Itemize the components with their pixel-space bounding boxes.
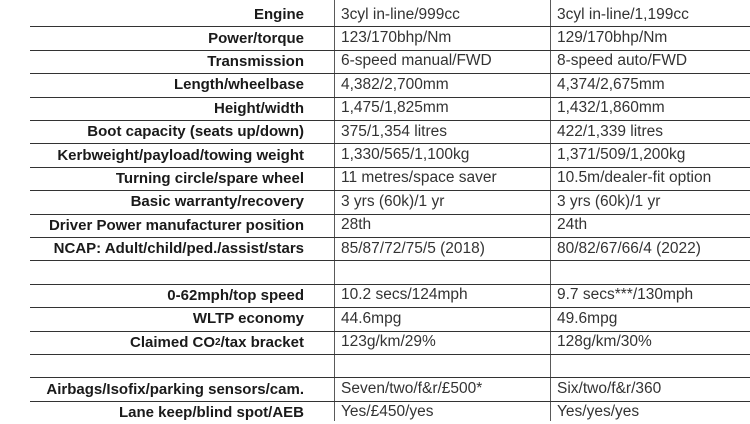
- car-2-value: Six/two/f&r/360: [557, 380, 662, 398]
- car-1-value: 85/87/72/75/5 (2018): [341, 239, 485, 257]
- spec-label: Power/torque: [208, 29, 304, 47]
- car-1-value: 44.6mpg: [341, 309, 402, 327]
- spec-label: Transmission: [207, 52, 304, 70]
- table-row: [0, 26, 750, 49]
- spec-label: WLTP economy: [192, 310, 304, 328]
- spacer-row: [0, 260, 750, 283]
- car-1-value: 3cyl in-line/999cc: [341, 5, 460, 23]
- spec-label: [20, 331, 304, 354]
- table-row: [0, 377, 750, 400]
- car-2-value: 129/170bhp/Nm: [557, 29, 668, 47]
- car-1-value: 11 metres/space saver: [341, 169, 497, 187]
- car-1-value: 123g/km/29%: [341, 333, 436, 351]
- table-row: [0, 167, 750, 190]
- car-1-value: 1,330/565/1,100kg: [341, 146, 470, 164]
- table-row: [0, 214, 750, 237]
- table-row: [0, 97, 750, 120]
- car-2-value: 8-speed auto/FWD: [557, 52, 688, 70]
- spec-label: NCAP: Adult/child/ped./assist/stars: [53, 240, 304, 258]
- car-1-value: [341, 354, 546, 377]
- car-1-value: [341, 260, 546, 283]
- car-1-value: 6-speed manual/FWD: [341, 52, 492, 70]
- car-2-value: 1,371/509/1,200kg: [557, 146, 686, 164]
- table-row: [0, 120, 750, 143]
- spec-label: Engine: [253, 6, 304, 24]
- car-2-value: 49.6mpg: [557, 309, 618, 327]
- spec-label: Lane keep/blind spot/AEB: [118, 403, 304, 421]
- co2-label-prefix: Claimed CO: [130, 333, 216, 351]
- car-2-value: 4,374/2,675mm: [557, 75, 665, 93]
- table-row: [0, 73, 750, 96]
- car-2-value: 24th: [557, 216, 588, 234]
- table-row: [0, 331, 750, 354]
- car-2-value: 3 yrs (60k)/1 yr: [557, 192, 661, 210]
- spec-label: Driver Power manufacturer position: [48, 216, 304, 234]
- car-1-value: 28th: [341, 216, 372, 234]
- spec-label: Basic warranty/recovery: [130, 193, 304, 211]
- table-row: [0, 190, 750, 213]
- spec-label: Length/wheelbase: [173, 76, 304, 94]
- car-2-value: Yes/yes/yes: [557, 403, 640, 421]
- spec-label: 0-62mph/top speed: [167, 286, 304, 304]
- table-row: [0, 284, 750, 307]
- car-2-value: 3cyl in-line/1,199cc: [557, 5, 689, 23]
- car-2-value: 422/1,339 litres: [557, 122, 663, 140]
- table-row: [0, 143, 750, 166]
- table-row: [0, 237, 750, 260]
- car-1-value: 10.2 secs/124mph: [341, 286, 468, 304]
- spec-label: [20, 260, 304, 283]
- car-1-value: 375/1,354 litres: [341, 122, 447, 140]
- car-2-value: 80/82/67/66/4 (2022): [557, 239, 701, 257]
- spec-label: Boot capacity (seats up/down): [87, 123, 304, 141]
- spec-label: [20, 354, 304, 377]
- car-2-value: [557, 260, 745, 283]
- co2-label-suffix: /tax bracket: [220, 333, 304, 351]
- car-1-value: 123/170bhp/Nm: [341, 29, 452, 47]
- car-1-value: Seven/two/f&r/£500*: [341, 380, 483, 398]
- car-2-value: 1,432/1,860mm: [557, 99, 665, 117]
- spec-label: Turning circle/spare wheel: [115, 169, 304, 187]
- car-2-value: 128g/km/30%: [557, 333, 652, 351]
- co2-label-subscript: 2: [215, 336, 221, 348]
- car-1-value: Yes/£450/yes: [341, 403, 434, 421]
- car-2-value: [557, 354, 745, 377]
- car-2-value: 9.7 secs***/130mph: [557, 286, 694, 304]
- table-row: [0, 307, 750, 330]
- car-1-value: 4,382/2,700mm: [341, 75, 449, 93]
- car-2-value: 10.5m/dealer-fit option: [557, 169, 712, 187]
- table-row: [0, 50, 750, 73]
- table-row: [0, 3, 750, 26]
- car-1-value: 3 yrs (60k)/1 yr: [341, 192, 445, 210]
- car-1-value: 1,475/1,825mm: [341, 99, 449, 117]
- spec-label: Height/width: [214, 99, 304, 117]
- spacer-row: [0, 354, 750, 377]
- spec-label: Airbags/Isofix/parking sensors/cam.: [46, 380, 304, 398]
- spec-label: Kerbweight/payload/towing weight: [57, 146, 304, 164]
